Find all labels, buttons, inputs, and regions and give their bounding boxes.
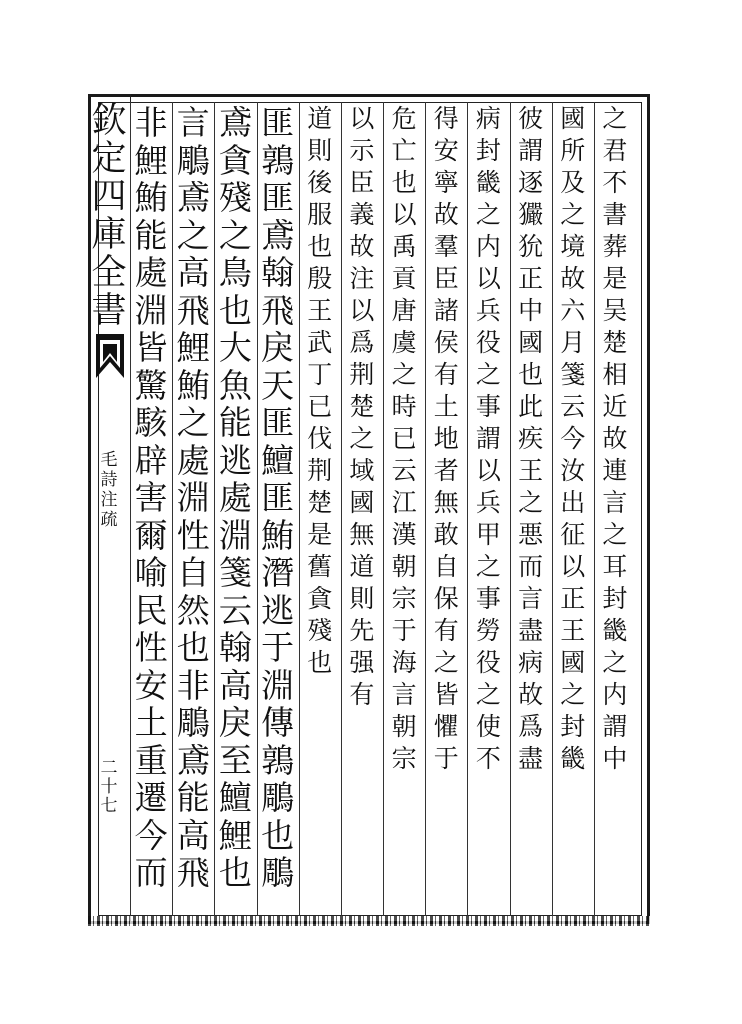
text-char: 中 bbox=[602, 744, 628, 773]
text-char: 之 bbox=[602, 648, 628, 677]
text-column-2 bbox=[553, 106, 593, 778]
text-char: 皆 bbox=[134, 328, 168, 367]
text-char: 畿 bbox=[602, 616, 628, 645]
text-char: 楚 bbox=[602, 328, 628, 357]
text-char: 飛 bbox=[261, 290, 295, 330]
text-char: 書 bbox=[602, 200, 628, 229]
text-char: 性 bbox=[176, 515, 210, 555]
text-char: 鱣 bbox=[261, 440, 295, 480]
text-char: 鱣 bbox=[218, 778, 252, 817]
text-char: 役 bbox=[475, 328, 501, 357]
text-char: 以 bbox=[349, 296, 375, 325]
text-char: 逐 bbox=[518, 168, 544, 197]
text-char: 國 bbox=[560, 648, 586, 677]
text-char: 敢 bbox=[433, 520, 459, 549]
text-char: 以 bbox=[475, 456, 501, 485]
text-char: 鵰 bbox=[176, 140, 210, 180]
text-char: 民 bbox=[134, 590, 168, 630]
text-char: 之 bbox=[560, 200, 586, 229]
text-char: 爲 bbox=[349, 328, 375, 357]
margin-char: 注 bbox=[100, 490, 118, 510]
margin-char: 毛 bbox=[100, 450, 118, 470]
text-char: 鯉 bbox=[218, 815, 252, 855]
text-column-8 bbox=[300, 106, 340, 682]
text-char: 悪 bbox=[518, 520, 544, 549]
text-char: 楚 bbox=[307, 488, 333, 517]
text-char: 爾 bbox=[134, 515, 168, 555]
text-char: 言 bbox=[176, 103, 210, 142]
text-char: 玁 bbox=[518, 200, 544, 229]
text-char: 此 bbox=[518, 392, 544, 421]
text-char: 已 bbox=[307, 392, 333, 421]
text-char: 無 bbox=[433, 488, 459, 517]
text-char: 亡 bbox=[391, 136, 417, 165]
text-char: 傳 bbox=[261, 703, 295, 742]
text-char: 侯 bbox=[433, 328, 459, 357]
text-char: 云 bbox=[391, 456, 417, 485]
text-char: 有 bbox=[349, 680, 375, 709]
text-char: 鯉 bbox=[134, 140, 168, 180]
text-char: 于 bbox=[433, 744, 459, 773]
text-char: 匪 bbox=[261, 403, 295, 442]
text-char: 箋 bbox=[218, 553, 252, 592]
text-char: 淵 bbox=[261, 665, 295, 705]
text-char: 所 bbox=[560, 136, 586, 165]
text-char: 喻 bbox=[134, 553, 168, 592]
text-char: 殘 bbox=[307, 616, 333, 645]
margin-char: 四 bbox=[91, 177, 127, 217]
text-char: 朝 bbox=[391, 552, 417, 581]
text-char: 者 bbox=[433, 456, 459, 485]
text-char: 重 bbox=[134, 740, 168, 780]
text-char: 危 bbox=[391, 104, 417, 133]
text-char: 封 bbox=[560, 712, 586, 741]
text-char: 勞 bbox=[475, 616, 501, 645]
text-char: 逃 bbox=[261, 590, 295, 630]
text-char: 荆 bbox=[349, 360, 375, 389]
text-column-3 bbox=[511, 106, 551, 778]
text-char: 及 bbox=[560, 168, 586, 197]
text-char: 高 bbox=[218, 665, 252, 705]
margin-char: 七 bbox=[100, 796, 118, 816]
text-char: 羣 bbox=[433, 232, 459, 261]
text-char: 境 bbox=[560, 232, 586, 261]
text-char: 正 bbox=[518, 264, 544, 293]
text-char: 畿 bbox=[475, 168, 501, 197]
text-char: 淵 bbox=[218, 515, 252, 555]
text-char: 貢 bbox=[391, 264, 417, 293]
text-char: 之 bbox=[176, 215, 210, 255]
column-rule bbox=[552, 102, 553, 916]
text-char: 之 bbox=[349, 424, 375, 453]
text-char: 之 bbox=[391, 360, 417, 389]
text-char: 唐 bbox=[391, 296, 417, 325]
text-char: 故 bbox=[433, 200, 459, 229]
text-char: 以 bbox=[560, 552, 586, 581]
text-char: 不 bbox=[475, 744, 501, 773]
text-char: 正 bbox=[560, 584, 586, 613]
text-char: 處 bbox=[134, 253, 168, 292]
text-char: 也 bbox=[518, 360, 544, 389]
text-char: 也 bbox=[307, 232, 333, 261]
text-char: 匪 bbox=[261, 478, 295, 517]
text-char: 也 bbox=[176, 628, 210, 667]
text-char: 殷 bbox=[307, 264, 333, 293]
column-rule bbox=[594, 102, 595, 916]
text-char: 匪 bbox=[261, 178, 295, 217]
text-char: 貪 bbox=[307, 584, 333, 613]
text-char: 宗 bbox=[391, 744, 417, 773]
text-char: 相 bbox=[602, 360, 628, 389]
text-char: 也 bbox=[391, 168, 417, 197]
text-char: 之 bbox=[475, 680, 501, 709]
text-char: 吴 bbox=[602, 296, 628, 325]
text-char: 鳶 bbox=[261, 215, 295, 255]
margin-char: 書 bbox=[91, 291, 127, 331]
margin-char: 全 bbox=[91, 253, 127, 293]
text-char: 害 bbox=[134, 478, 168, 517]
text-char: 魚 bbox=[218, 365, 252, 405]
text-char: 皆 bbox=[433, 680, 459, 709]
text-char: 得 bbox=[433, 104, 459, 133]
text-char: 遷 bbox=[134, 778, 168, 817]
text-char: 云 bbox=[560, 392, 586, 421]
text-char: 則 bbox=[307, 136, 333, 165]
text-char: 臣 bbox=[433, 264, 459, 293]
text-char: 潛 bbox=[261, 553, 295, 592]
text-char: 今 bbox=[134, 815, 168, 855]
text-column-1 bbox=[595, 106, 635, 778]
text-char: 鮪 bbox=[134, 178, 168, 217]
text-char: 之 bbox=[475, 200, 501, 229]
text-char: 辟 bbox=[134, 440, 168, 480]
text-char: 以 bbox=[475, 264, 501, 293]
column-rule bbox=[299, 102, 300, 916]
text-char: 丁 bbox=[307, 360, 333, 389]
text-char: 無 bbox=[349, 520, 375, 549]
text-char: 示 bbox=[349, 136, 375, 165]
text-char: 飛 bbox=[176, 853, 210, 892]
text-char: 江 bbox=[391, 488, 417, 517]
text-char: 也 bbox=[218, 853, 252, 892]
text-char: 故 bbox=[602, 424, 628, 453]
text-column-5 bbox=[426, 106, 466, 778]
text-char: 翰 bbox=[218, 628, 252, 667]
margin-page-number bbox=[94, 760, 124, 817]
text-char: 兵 bbox=[475, 488, 501, 517]
text-char: 以 bbox=[349, 104, 375, 133]
text-char: 翰 bbox=[261, 253, 295, 292]
column-rule bbox=[467, 102, 468, 916]
text-char: 鶉 bbox=[261, 740, 295, 780]
fishtail-mark-icon bbox=[94, 332, 126, 380]
text-char: 事 bbox=[475, 392, 501, 421]
text-char: 彼 bbox=[518, 104, 544, 133]
text-char: 征 bbox=[560, 520, 586, 549]
text-char: 使 bbox=[475, 712, 501, 741]
text-char: 王 bbox=[307, 296, 333, 325]
text-char: 土 bbox=[134, 703, 168, 742]
text-char: 之 bbox=[518, 488, 544, 517]
margin-char: 定 bbox=[91, 139, 127, 179]
text-char: 戾 bbox=[218, 703, 252, 742]
text-char: 鳶 bbox=[176, 178, 210, 217]
text-char: 言 bbox=[391, 680, 417, 709]
text-char: 已 bbox=[391, 424, 417, 453]
text-char: 强 bbox=[349, 648, 375, 677]
margin-title bbox=[90, 101, 128, 332]
column-rule bbox=[341, 102, 342, 916]
text-char: 道 bbox=[349, 552, 375, 581]
text-char: 鵰 bbox=[261, 778, 295, 817]
text-column-4 bbox=[468, 106, 508, 778]
text-char: 之 bbox=[560, 680, 586, 709]
text-char: 後 bbox=[307, 168, 333, 197]
text-char: 云 bbox=[218, 590, 252, 630]
text-char: 謂 bbox=[475, 424, 501, 453]
text-char: 臣 bbox=[349, 168, 375, 197]
text-char: 朝 bbox=[391, 712, 417, 741]
text-char: 自 bbox=[176, 553, 210, 592]
text-char: 于 bbox=[391, 616, 417, 645]
text-char: 安 bbox=[433, 136, 459, 165]
text-char: 鳥 bbox=[218, 253, 252, 292]
text-char: 也 bbox=[307, 648, 333, 677]
text-char: 戾 bbox=[261, 328, 295, 367]
text-char: 于 bbox=[261, 628, 295, 667]
margin-char: 欽 bbox=[91, 101, 127, 141]
text-char: 故 bbox=[349, 232, 375, 261]
text-char: 故 bbox=[560, 264, 586, 293]
text-char: 之 bbox=[218, 215, 252, 255]
text-char: 之 bbox=[475, 552, 501, 581]
text-column-6 bbox=[384, 106, 424, 778]
text-char: 宗 bbox=[391, 584, 417, 613]
text-char: 安 bbox=[134, 665, 168, 705]
text-char: 連 bbox=[602, 456, 628, 485]
text-char: 盡 bbox=[518, 616, 544, 645]
text-char: 處 bbox=[176, 440, 210, 480]
text-char: 至 bbox=[218, 740, 252, 780]
text-char: 能 bbox=[176, 778, 210, 817]
text-char: 謂 bbox=[518, 136, 544, 165]
text-char: 六 bbox=[560, 296, 586, 325]
text-char: 而 bbox=[518, 552, 544, 581]
column-rule bbox=[172, 102, 173, 916]
text-char: 汝 bbox=[560, 456, 586, 485]
text-char: 之 bbox=[602, 520, 628, 549]
text-char: 非 bbox=[176, 665, 210, 705]
text-char: 楚 bbox=[349, 392, 375, 421]
text-char: 之 bbox=[433, 648, 459, 677]
text-char: 國 bbox=[518, 328, 544, 357]
text-column-10 bbox=[215, 103, 255, 894]
text-char: 飛 bbox=[176, 290, 210, 330]
text-char: 言 bbox=[518, 584, 544, 613]
text-char: 鳶 bbox=[176, 740, 210, 780]
text-char: 不 bbox=[602, 168, 628, 197]
text-char: 國 bbox=[560, 104, 586, 133]
text-char: 貪 bbox=[218, 140, 252, 180]
text-char: 高 bbox=[176, 815, 210, 855]
text-char: 箋 bbox=[560, 360, 586, 389]
text-char: 是 bbox=[307, 520, 333, 549]
text-char: 故 bbox=[518, 680, 544, 709]
text-char: 時 bbox=[391, 392, 417, 421]
text-char: 鳶 bbox=[218, 103, 252, 142]
text-char: 之 bbox=[602, 104, 628, 133]
text-char: 然 bbox=[176, 590, 210, 630]
text-char: 疾 bbox=[518, 424, 544, 453]
column-rule bbox=[130, 102, 131, 916]
text-char: 之 bbox=[475, 360, 501, 389]
text-char: 有 bbox=[433, 616, 459, 645]
text-char: 服 bbox=[307, 200, 333, 229]
text-char: 役 bbox=[475, 648, 501, 677]
text-char: 封 bbox=[602, 584, 628, 613]
text-char: 先 bbox=[349, 616, 375, 645]
text-char: 處 bbox=[218, 478, 252, 517]
text-char: 而 bbox=[134, 853, 168, 892]
text-char: 爲 bbox=[518, 712, 544, 741]
text-column-9 bbox=[258, 103, 298, 894]
text-char: 諸 bbox=[433, 296, 459, 325]
text-char: 封 bbox=[475, 136, 501, 165]
column-rule bbox=[425, 102, 426, 916]
text-char: 王 bbox=[518, 456, 544, 485]
text-char: 舊 bbox=[307, 552, 333, 581]
text-char: 言 bbox=[602, 488, 628, 517]
text-char: 狁 bbox=[518, 232, 544, 261]
text-char: 鮪 bbox=[261, 515, 295, 555]
text-char: 病 bbox=[475, 104, 501, 133]
text-char: 中 bbox=[518, 296, 544, 325]
text-char: 君 bbox=[602, 136, 628, 165]
text-char: 事 bbox=[475, 584, 501, 613]
column-rule bbox=[383, 102, 384, 916]
text-char: 畿 bbox=[560, 744, 586, 773]
text-char: 兵 bbox=[475, 296, 501, 325]
text-char: 地 bbox=[433, 424, 459, 453]
text-char: 自 bbox=[433, 552, 459, 581]
bottom-border-texture bbox=[88, 916, 650, 926]
text-char: 出 bbox=[560, 488, 586, 517]
text-char: 鮪 bbox=[176, 365, 210, 405]
text-char: 漢 bbox=[391, 520, 417, 549]
text-char: 則 bbox=[349, 584, 375, 613]
text-char: 内 bbox=[475, 232, 501, 261]
margin-char: 疏 bbox=[100, 510, 118, 530]
text-char: 匪 bbox=[261, 103, 295, 142]
text-char: 禹 bbox=[391, 232, 417, 261]
text-char: 之 bbox=[176, 403, 210, 442]
text-column-7 bbox=[342, 106, 382, 714]
text-char: 鶉 bbox=[261, 140, 295, 180]
text-char: 伐 bbox=[307, 424, 333, 453]
text-char: 國 bbox=[349, 488, 375, 517]
text-char: 海 bbox=[391, 648, 417, 677]
text-char: 懼 bbox=[433, 712, 459, 741]
text-char: 逃 bbox=[218, 440, 252, 480]
margin-char: 庫 bbox=[91, 215, 127, 255]
text-char: 注 bbox=[349, 264, 375, 293]
text-char: 道 bbox=[307, 104, 333, 133]
text-char: 土 bbox=[433, 392, 459, 421]
text-char: 近 bbox=[602, 392, 628, 421]
text-char: 鯉 bbox=[176, 328, 210, 367]
text-char: 保 bbox=[433, 584, 459, 613]
text-char: 虞 bbox=[391, 328, 417, 357]
text-char: 盡 bbox=[518, 744, 544, 773]
margin-book-title bbox=[96, 452, 122, 532]
text-char: 淵 bbox=[134, 290, 168, 330]
text-char: 高 bbox=[176, 253, 210, 292]
text-char: 淵 bbox=[176, 478, 210, 517]
text-char: 謂 bbox=[602, 712, 628, 741]
text-char: 寧 bbox=[433, 168, 459, 197]
text-char: 王 bbox=[560, 616, 586, 645]
margin-char: 二 bbox=[100, 758, 118, 778]
text-char: 能 bbox=[218, 403, 252, 442]
text-char: 也 bbox=[261, 815, 295, 855]
text-char: 鵰 bbox=[176, 703, 210, 742]
text-char: 今 bbox=[560, 424, 586, 453]
text-column-11 bbox=[173, 103, 213, 894]
text-char: 是 bbox=[602, 264, 628, 293]
text-char: 有 bbox=[433, 360, 459, 389]
text-column-12 bbox=[131, 103, 171, 894]
text-char: 天 bbox=[261, 365, 295, 405]
text-char: 葬 bbox=[602, 232, 628, 261]
text-char: 域 bbox=[349, 456, 375, 485]
text-char: 能 bbox=[134, 215, 168, 255]
text-char: 鵰 bbox=[261, 853, 295, 892]
column-rule bbox=[214, 102, 215, 916]
text-char: 大 bbox=[218, 328, 252, 367]
text-char: 耳 bbox=[602, 552, 628, 581]
text-char: 殘 bbox=[218, 178, 252, 217]
text-char: 内 bbox=[602, 680, 628, 709]
text-char: 性 bbox=[134, 628, 168, 667]
column-rule bbox=[510, 102, 511, 916]
text-char: 驚 bbox=[134, 365, 168, 405]
text-char: 也 bbox=[218, 290, 252, 330]
text-char: 病 bbox=[518, 648, 544, 677]
text-char: 武 bbox=[307, 328, 333, 357]
text-char: 非 bbox=[134, 103, 168, 142]
text-char: 以 bbox=[391, 200, 417, 229]
margin-char: 詩 bbox=[100, 470, 118, 490]
text-char: 甲 bbox=[475, 520, 501, 549]
text-char: 駭 bbox=[134, 403, 168, 442]
text-char: 義 bbox=[349, 200, 375, 229]
text-char: 荆 bbox=[307, 456, 333, 485]
text-char: 月 bbox=[560, 328, 586, 357]
column-rule bbox=[257, 102, 258, 916]
margin-char: 十 bbox=[100, 777, 118, 797]
